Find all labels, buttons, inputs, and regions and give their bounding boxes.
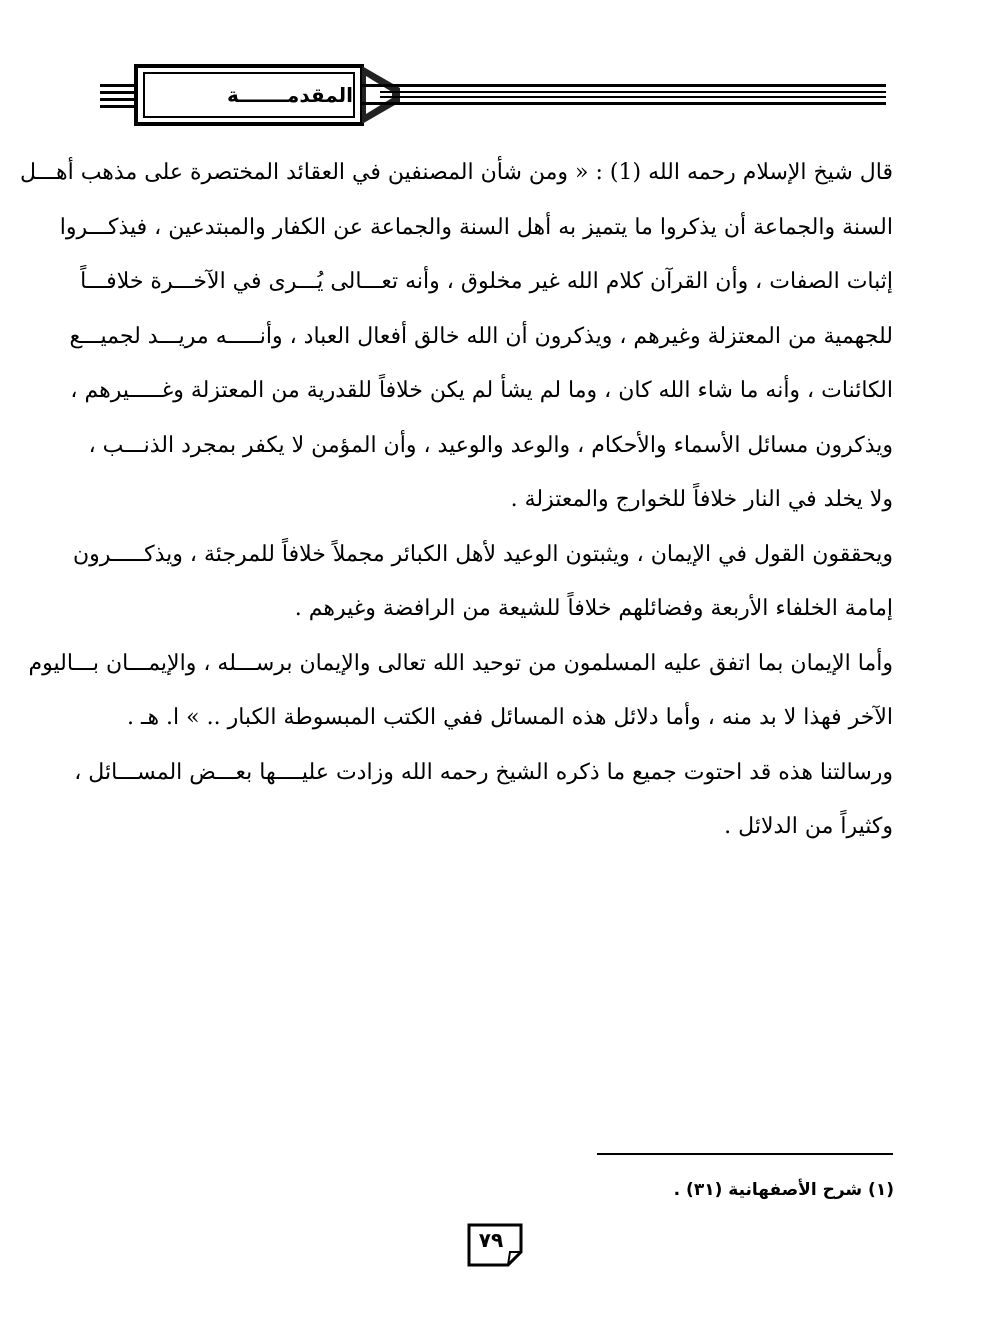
paragraph	[20, 146, 893, 528]
paragraph	[73, 528, 893, 637]
paragraph	[28, 637, 893, 746]
text-line: وأما الإيمان بما اتفق عليه المسلمون من توحيد الله تعالى والإيمان برســـله ، والإيمـــان بـــاليوم	[28, 650, 893, 676]
page-header	[100, 62, 886, 128]
text-line: ولا يخلد في النار خلافاً للخوارج والمعتزلة .	[510, 487, 893, 512]
footnote-divider	[597, 1153, 893, 1155]
text-line: وكثيراً من الدلائل .	[724, 814, 893, 839]
page-number-frame	[466, 1222, 528, 1268]
text-line: إثبات الصفات ، وأن القرآن كلام الله غير مخلوق ، وأنه تعـــالى يُـــرى في الآخـــرة خلافـــاً	[80, 269, 893, 294]
page-number: ٧٩	[478, 1228, 504, 1252]
text-line: ويحققون القول في الإيمان ، ويثبتون الوعيد لأهل الكبائر مجملاً خلافاً للمرجئة ، ويذكـــــرون	[73, 541, 893, 567]
text-line: للجهمية من المعتزلة وغيرهم ، ويذكرون أن الله خالق أفعال العباد ، وأنـــــه مريـــد لجميـــع	[69, 323, 893, 349]
section-title: المقدمـــــــة	[226, 83, 354, 107]
text-line-quote-start: قال شيخ الإسلام رحمه الله (1) : « ومن شأن المصنفين في العقائد المختصرة على مذهب أهـــل	[20, 160, 893, 185]
text-line: السنة والجماعة أن يذكروا ما يتميز به أهل السنة والجماعة عن الكفار والمبتدعين ، فيذكـــروا	[59, 214, 893, 240]
text-line: الكائنات ، وأنه ما شاء الله كان ، وما لم يشأ لم يكن خلافاً للقدرية من المعتزلة وغـــــيرهم ،	[70, 378, 893, 403]
text-line: إمامة الخلفاء الأربعة وفضائلهم خلافاً للشيعة من الرافضة وغيرهم .	[294, 596, 893, 621]
text-line: ويذكرون مسائل الأسماء والأحكام ، والوعد والوعيد ، وأن المؤمن لا يكفر بمجرد الذنـــب ،	[88, 432, 893, 458]
body-text	[20, 146, 893, 855]
paragraph	[74, 746, 893, 855]
text-line	[20, 146, 893, 201]
text-line: الآخر فهذا لا بد منه ، وأما دلائل هذه المسائل ففي الكتب المبسوطة الكبار .. » ا. هـ .	[127, 705, 893, 730]
footnote: (١) شرح الأصفهانية (٣١) .	[673, 1180, 894, 1200]
text-line: ورسالتنا هذه قد احتوت جميع ما ذكره الشيخ رحمه الله وزادت عليــــها بعـــض المســـائل ،	[74, 759, 893, 785]
